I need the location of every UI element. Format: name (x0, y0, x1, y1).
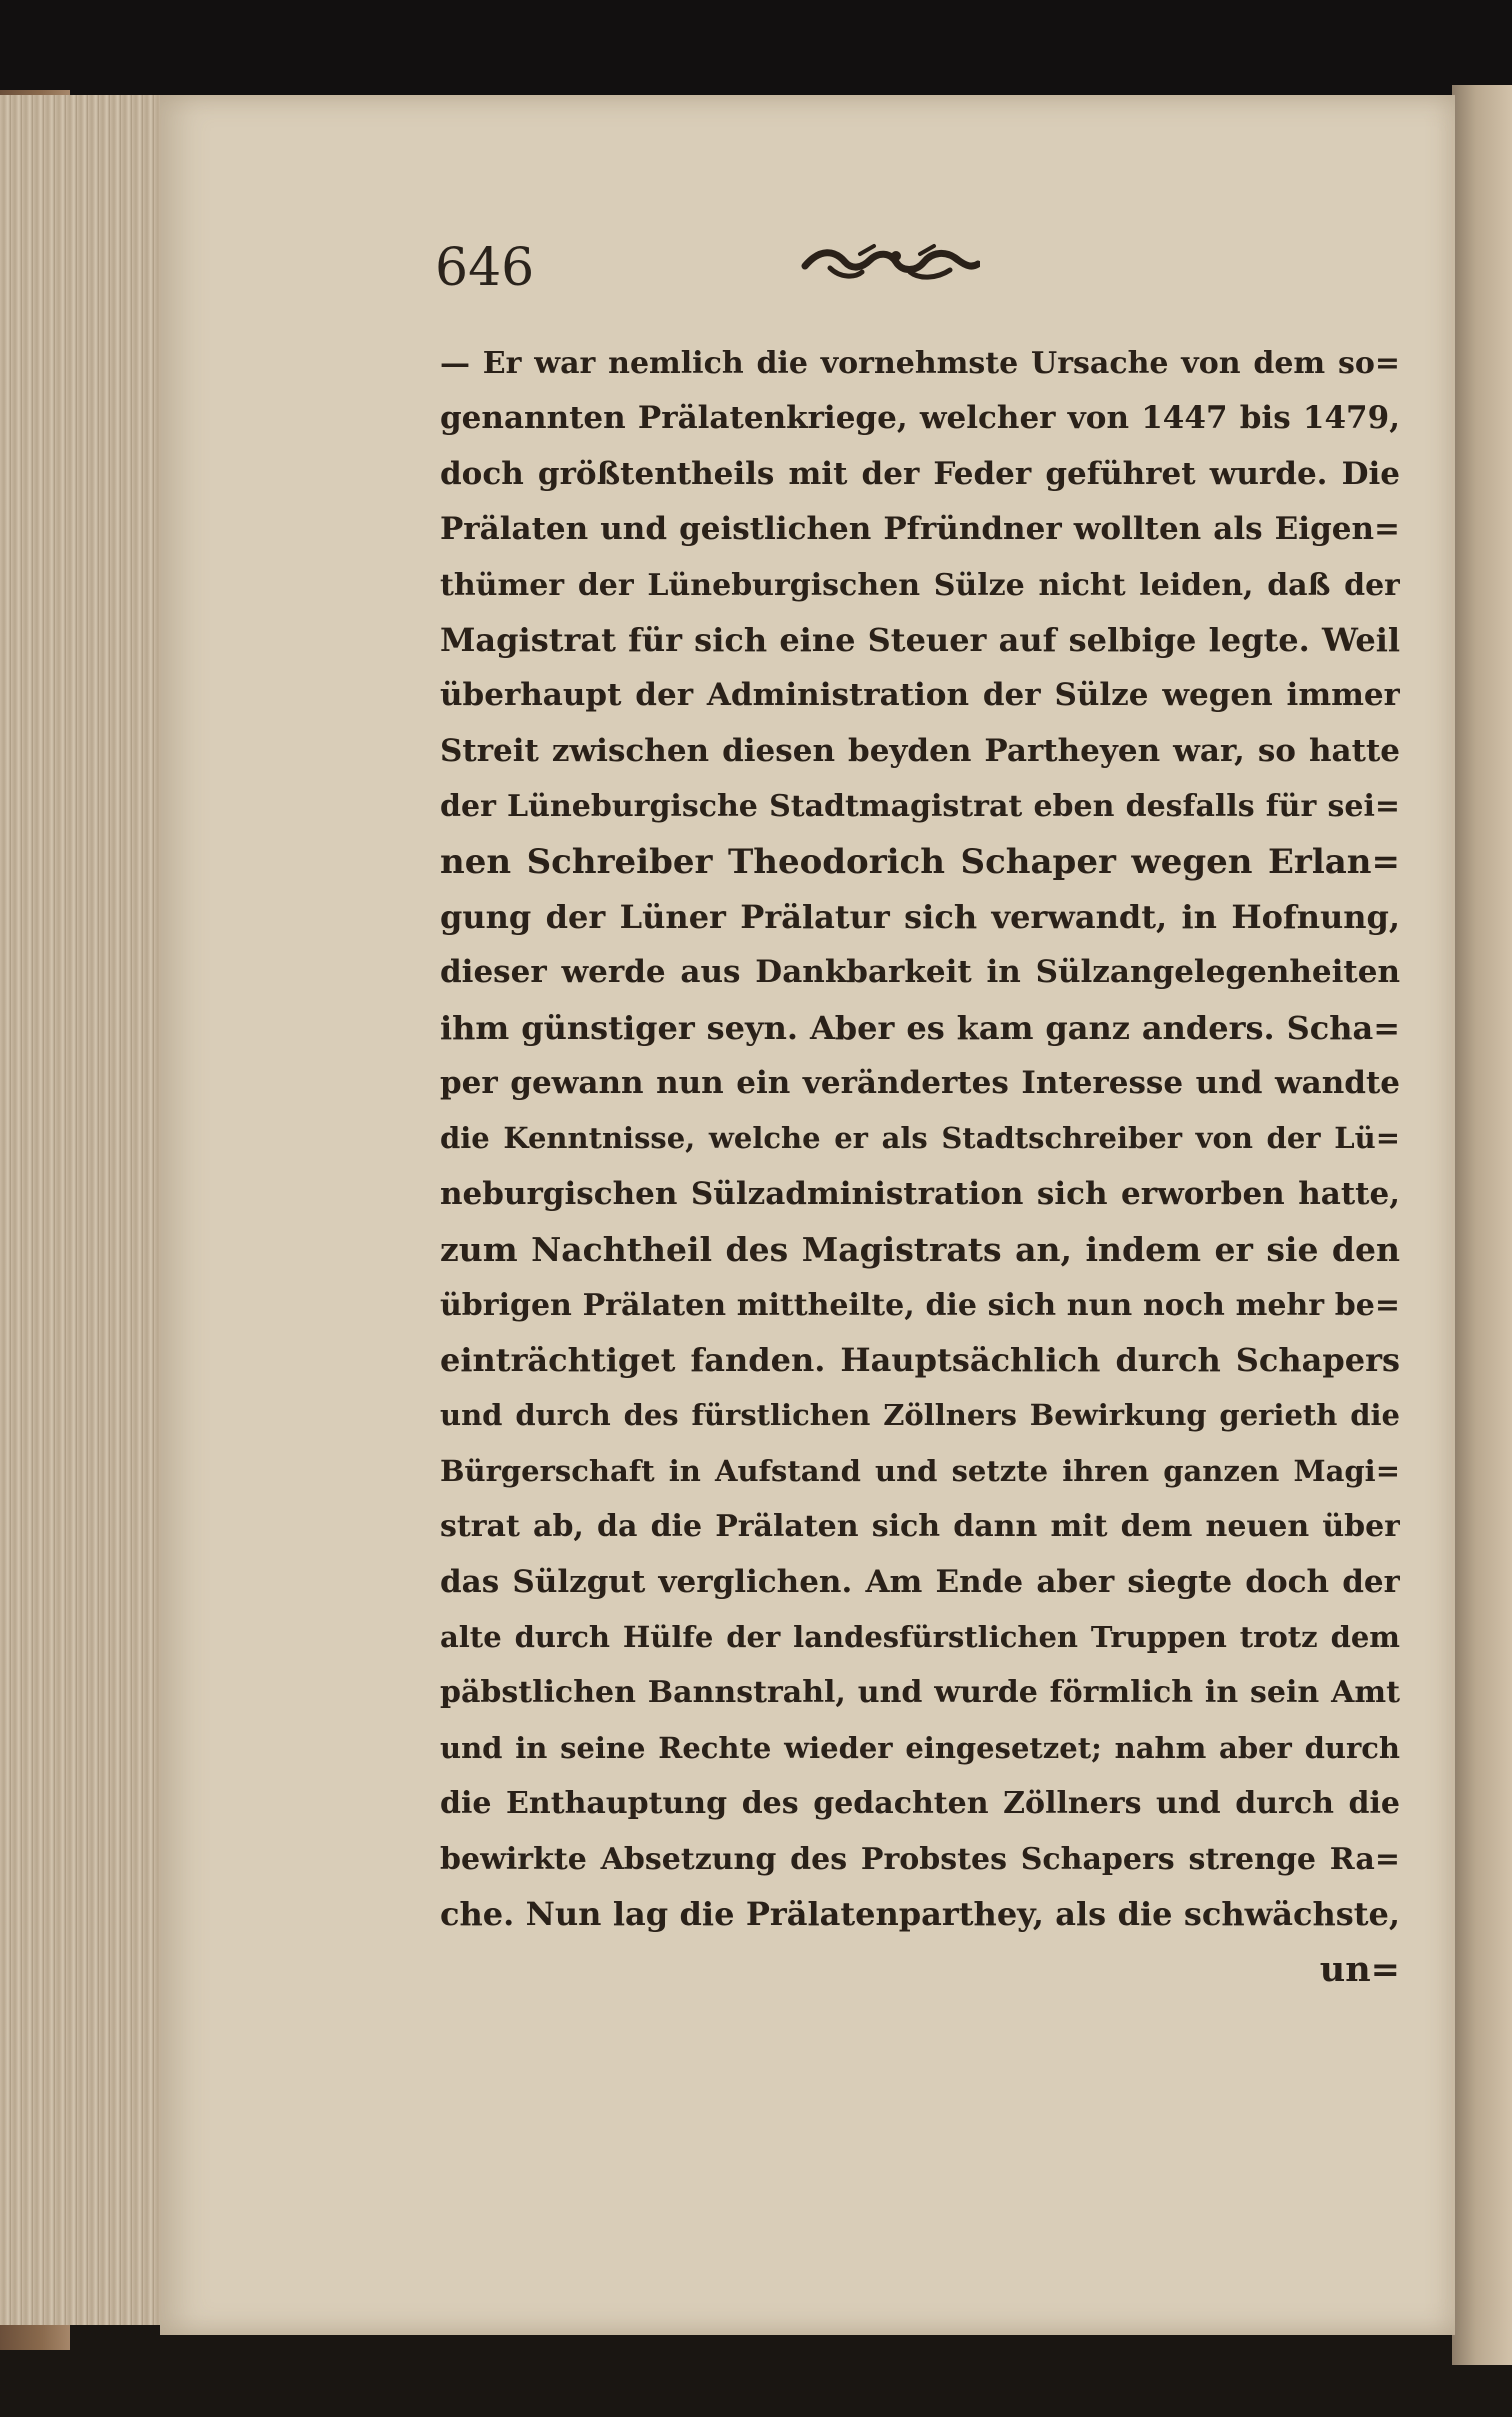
text-line: strat ab, da die Prälaten sich dann mit dem neuen über (440, 1509, 1400, 1545)
text-line: und in seine Rechte wieder eingesetzet; nahm aber durch (440, 1730, 1400, 1765)
text-line: die Kenntnisse, welche er als Stadtschreiber von der Lü= (440, 1121, 1400, 1156)
text-line: bewirkte Absetzung des Probstes Schapers strenge Ra= (440, 1841, 1400, 1877)
text-line: einträchtiget fanden. Hauptsächlich durch Schapers (440, 1341, 1400, 1380)
text-line: Bürgerschaft in Aufstand und setzte ihren ganzen Magi= (440, 1453, 1400, 1488)
text-line: das Sülzgut verglichen. Am Ende aber siegte doch der (440, 1563, 1400, 1600)
text-line: ihm günstiger seyn. Aber es kam ganz anders. Scha= (440, 1008, 1400, 1047)
text-line: neburgischen Sülzadministration sich erworben hatte, (440, 1175, 1400, 1212)
text-line: die Enthauptung des gedachten Zöllners und durch die (440, 1786, 1400, 1822)
text-line: thümer der Lüneburgischen Sülze nicht leiden, daß der (440, 567, 1400, 603)
text-line: überhaupt der Administration der Sülze wegen immer (440, 677, 1400, 714)
text-line: gung der Lüner Prälatur sich verwandt, in Hofnung, (440, 897, 1400, 936)
text-line: per gewann nun ein verändertes Interesse und wandte (440, 1065, 1400, 1102)
text-line: und durch des fürstlichen Zöllners Bewirkung gerieth die (440, 1398, 1400, 1433)
text-line: der Lüneburgische Stadtmagistrat eben desfalls für sei= (440, 789, 1400, 825)
text-line: — Er war nemlich die vornehmste Ursache von dem so= (440, 346, 1400, 381)
text-line: Prälaten und geistlichen Pfründner wollten als Eigen= (440, 511, 1400, 548)
text-line: päbstlichen Bannstrahl, und wurde förmlich in sein Amt (440, 1675, 1400, 1711)
text-line: Streit zwischen diesen beyden Partheyen war, so hatte (440, 732, 1400, 769)
page-number: 646 (435, 238, 535, 298)
body-text (440, 336, 1400, 1998)
text-line: nen Schreiber Theodorich Schaper wegen Erlan= (440, 841, 1400, 882)
text-line: doch größtentheils mit der Feder geführet wurde. Die (440, 455, 1400, 492)
catchword: un= (1319, 1949, 1400, 1991)
text-line: alte durch Hülfe der landesfürstlichen Truppen trotz dem (440, 1619, 1400, 1654)
text-line: Magistrat für sich eine Steuer auf selbige legte. Weil (440, 620, 1400, 659)
text-line: zum Nachtheil des Magistrats an, indem er sie den (440, 1230, 1400, 1270)
text-line: genannten Prälatenkriege, welcher von 1447 bis 1479, (440, 400, 1400, 437)
printer-ornament-icon (800, 238, 980, 288)
text-line: che. Nun lag die Prälatenparthey, als die schwächste, (440, 1894, 1400, 1933)
text-line: dieser werde aus Dankbarkeit in Sülzangelegenheiten (440, 954, 1400, 991)
page-edge-right (1452, 85, 1512, 2365)
text-line: übrigen Prälaten mittheilte, die sich nun noch mehr be= (440, 1287, 1400, 1323)
background-top (0, 0, 1512, 95)
